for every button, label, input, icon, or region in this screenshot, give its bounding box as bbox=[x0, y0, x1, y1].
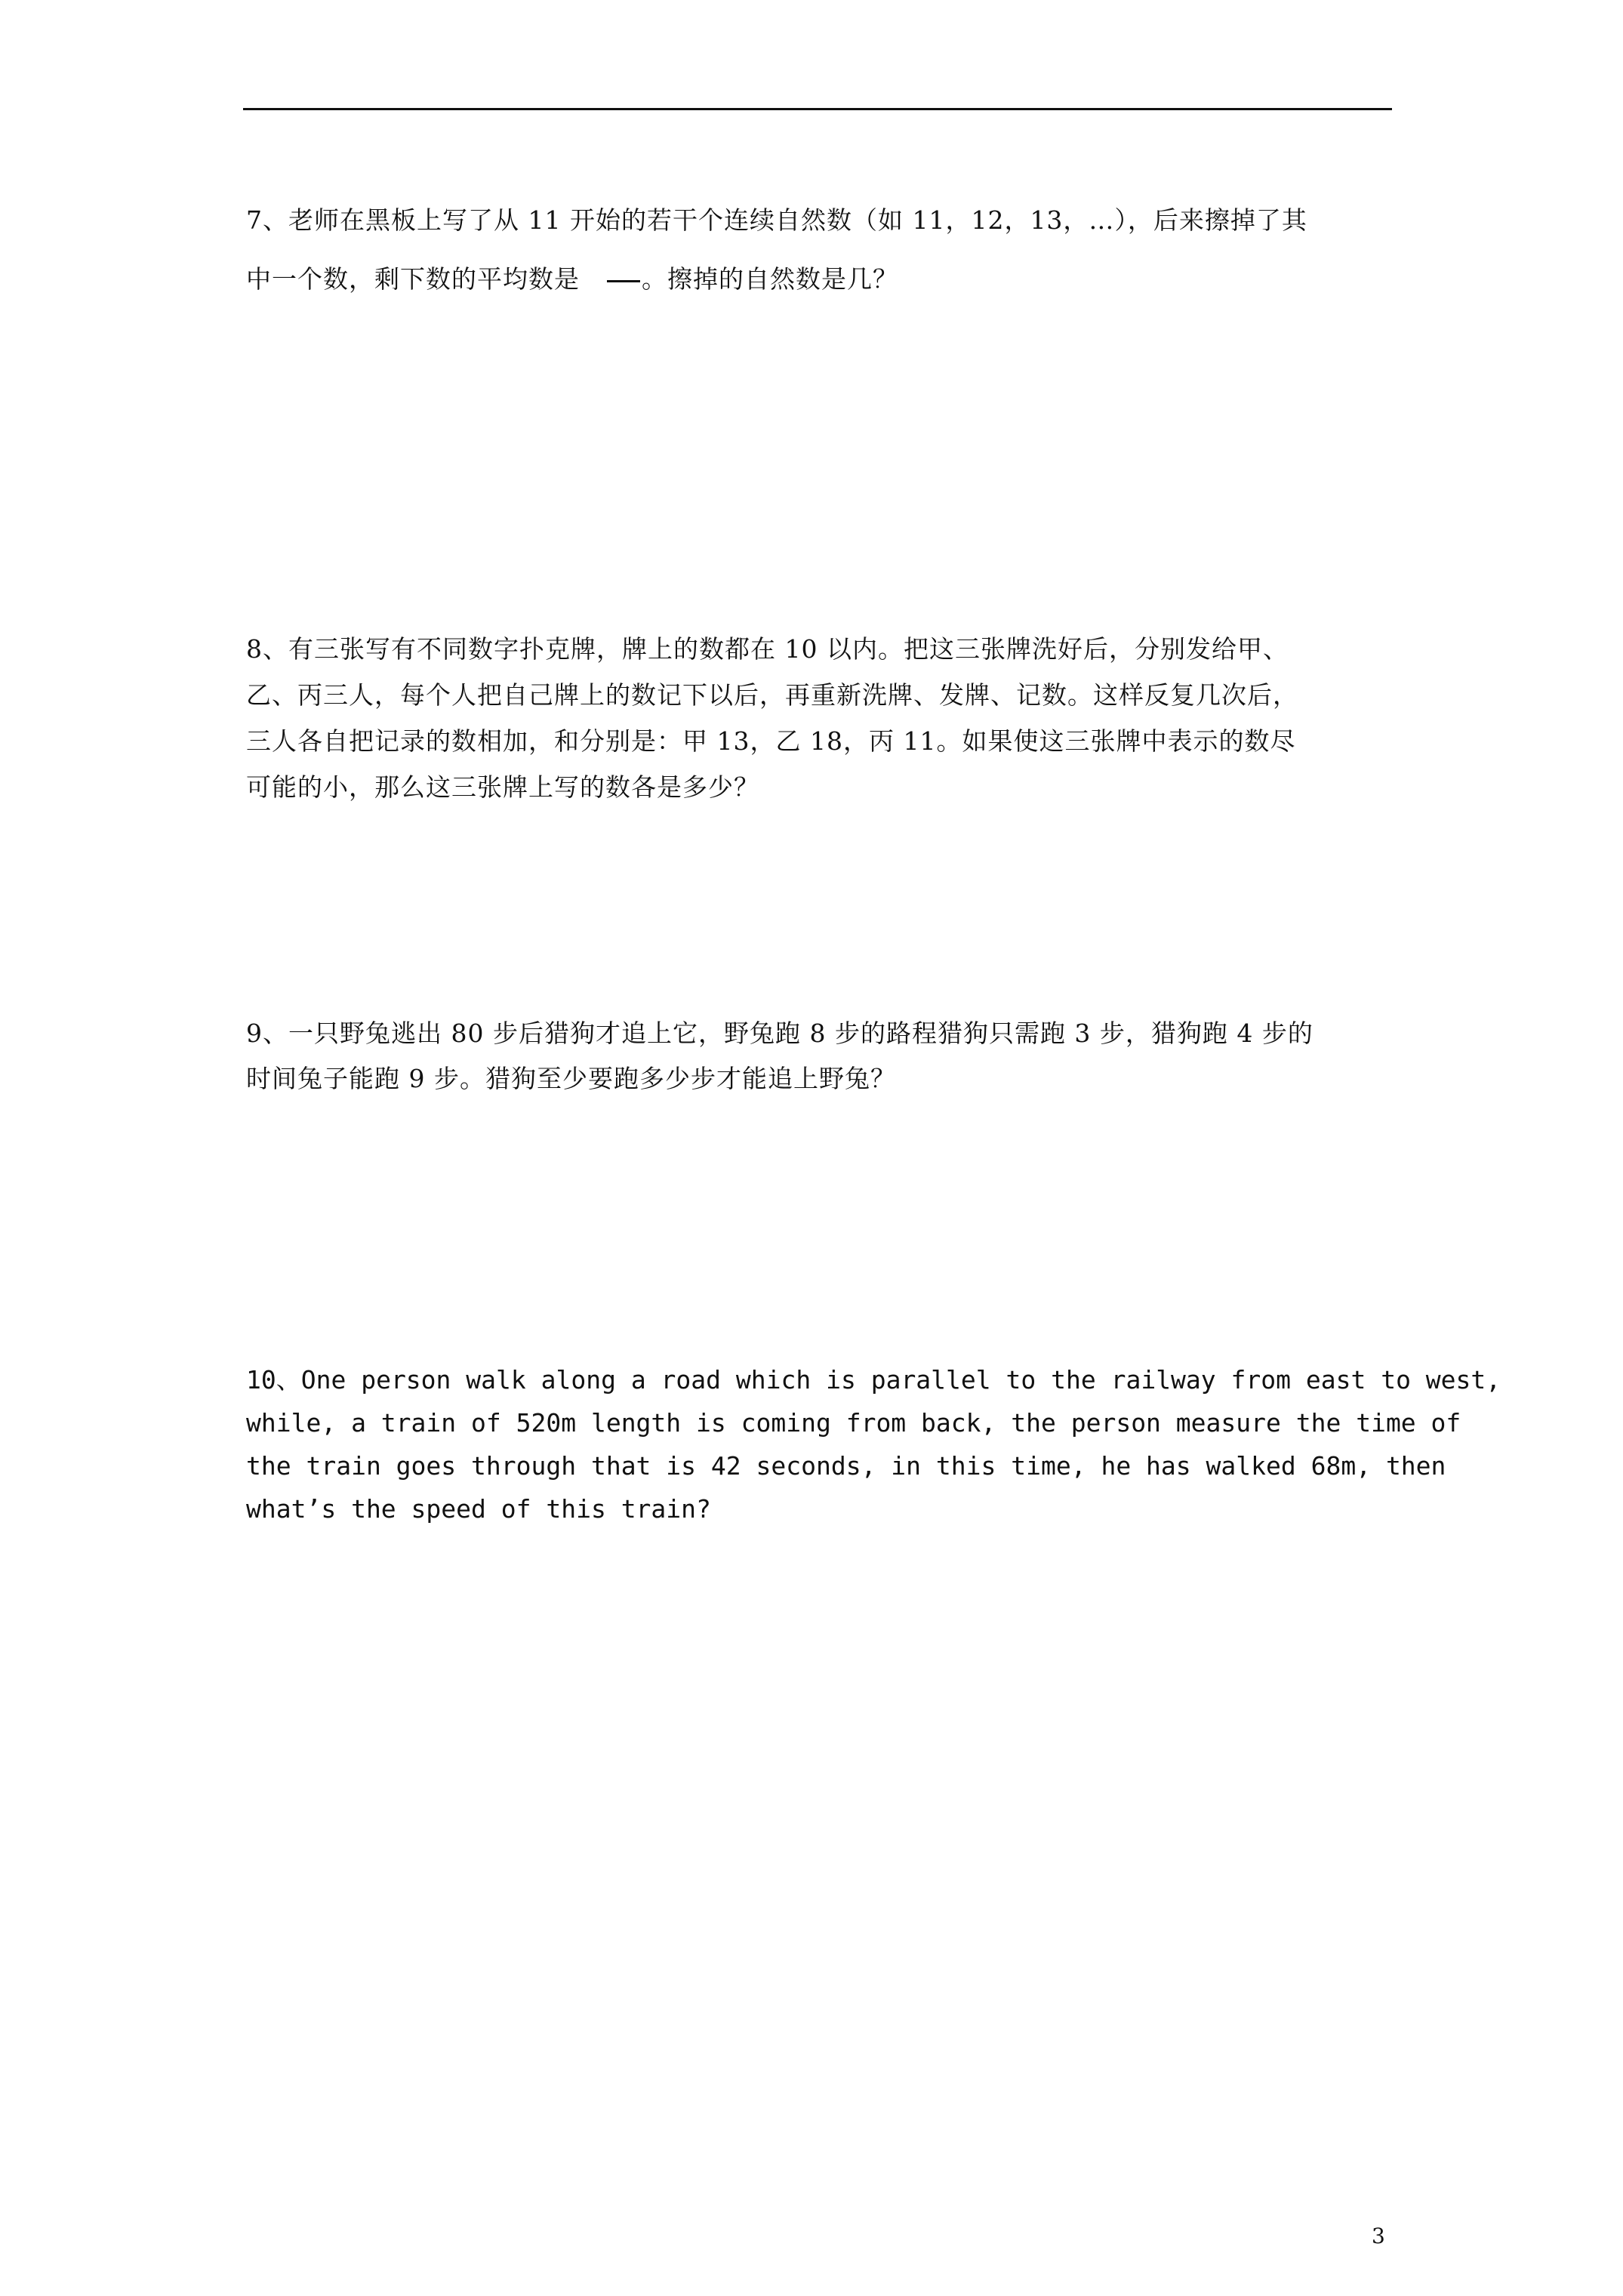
problem-9 bbox=[246, 1013, 1313, 1104]
answer-blank bbox=[607, 280, 640, 282]
problem-7 bbox=[246, 200, 1307, 318]
problem-10-line-3: the train goes through that is 42 seconds, in this time, he has walked 68m, then bbox=[246, 1451, 1446, 1481]
problem-9-line-2: 时间兔子能跑 9 步。猎狗至少要跑多少步才能追上野兔？ bbox=[246, 1064, 896, 1093]
problem-10-line-4: what’s the speed of this train? bbox=[246, 1494, 711, 1524]
problem-10 bbox=[246, 1360, 1501, 1532]
problem-8-line-2: 乙、丙三人，每个人把自己牌上的数记下以后，再重新洗牌、发牌、记数。这样反复几次后， bbox=[246, 680, 1298, 710]
problem-7-line-2-end: 。擦掉的自然数是几？ bbox=[642, 264, 898, 294]
problem-9-line-1: 9、一只野兔逃出 80 步后猎狗才追上它，野兔跑 8 步的路程猎狗只需跑 3 步，猎狗跑 4 步的 bbox=[246, 1019, 1313, 1048]
problem-8-line-4: 可能的小，那么这三张牌上写的数各是多少？ bbox=[246, 772, 759, 802]
problem-8-line-1: 8、有三张写有不同数字扑克牌，牌上的数都在 10 以内。把这三张牌洗好后，分别发给甲、 bbox=[246, 634, 1289, 664]
problem-7-line-1: 7、老师在黑板上写了从 11 开始的若干个连续自然数（如 11，12，13，…），后来擦掉了其 bbox=[246, 205, 1307, 235]
problem-7-line-2 bbox=[246, 259, 1307, 318]
problem-8 bbox=[246, 629, 1298, 813]
problem-10-line-2: while, a train of 520m length is coming from back, the person measure the time of bbox=[246, 1408, 1461, 1438]
problem-8-line-3: 三人各自把记录的数相加，和分别是：甲 13，乙 18，丙 11。如果使这三张牌中表示的数尽 bbox=[246, 726, 1296, 756]
problem-7-line-2-text: 中一个数，剩下数的平均数是 bbox=[246, 264, 580, 294]
header-rule bbox=[243, 108, 1392, 110]
page-number: 3 bbox=[1372, 2224, 1385, 2248]
problem-10-line-1: 10、One person walk along a road which is parallel to the railway from east to west, bbox=[246, 1365, 1501, 1395]
